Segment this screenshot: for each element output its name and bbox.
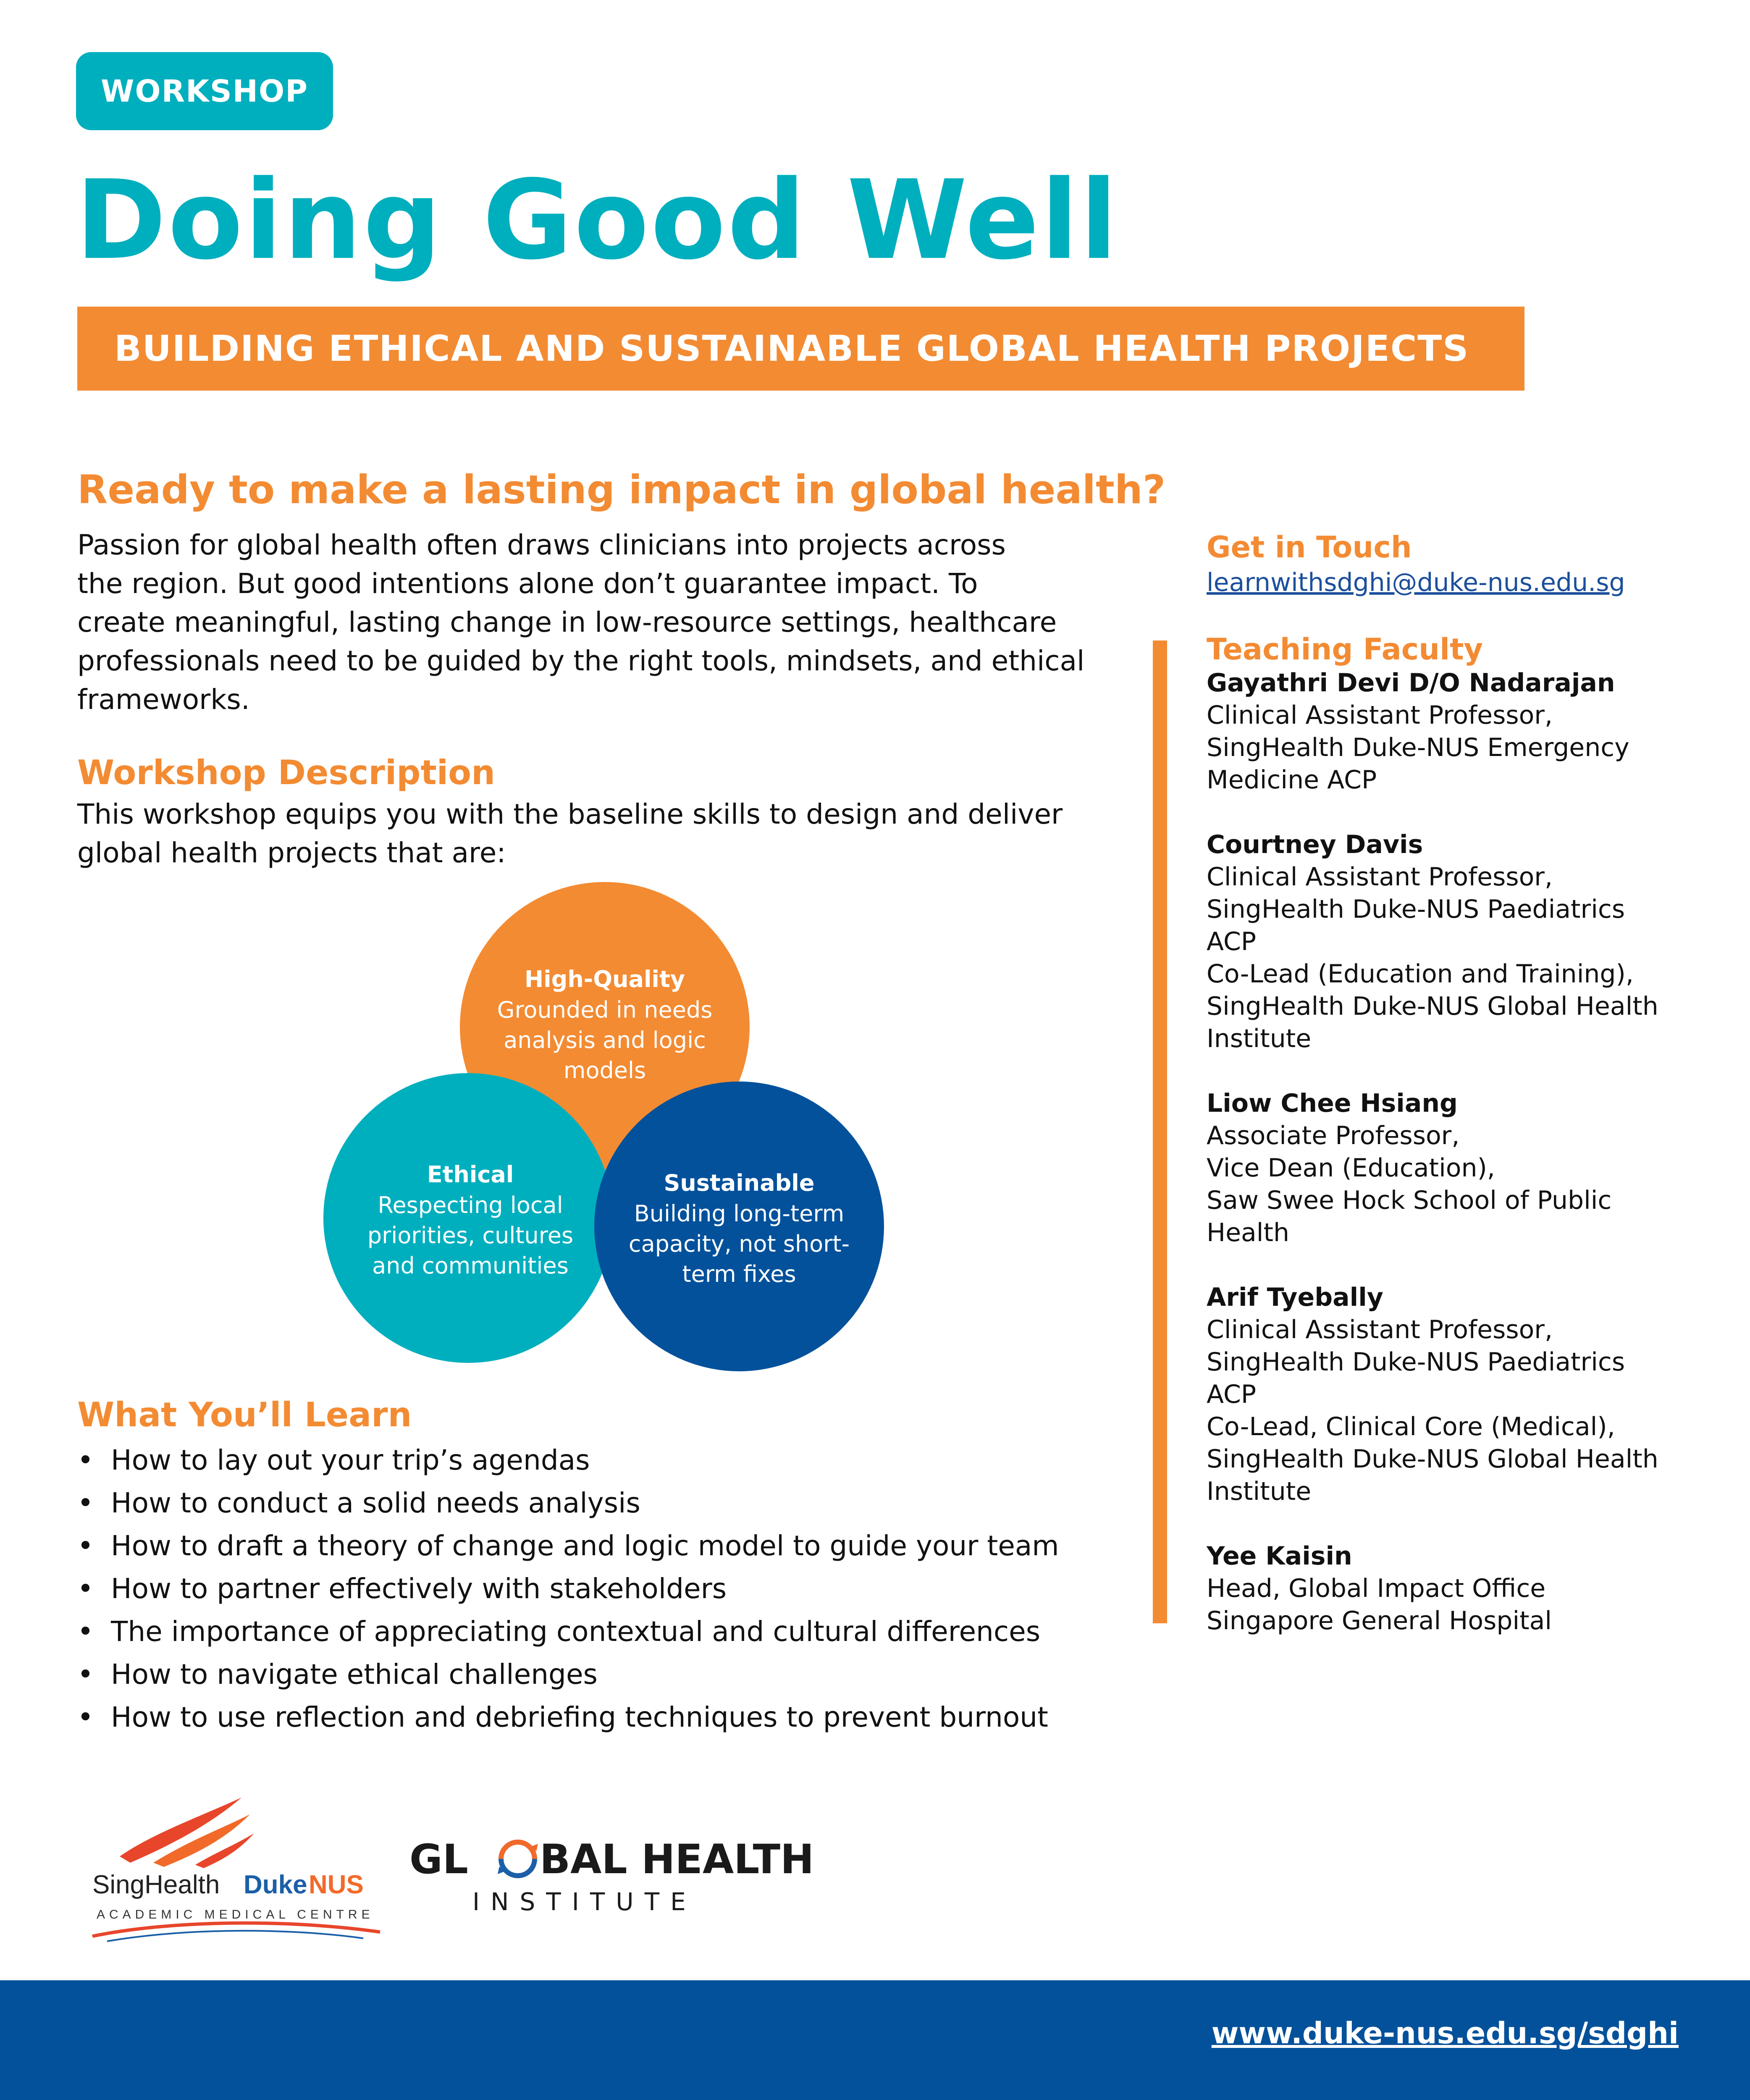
faculty-role: Institute <box>1207 1024 1312 1053</box>
faculty-role: Associate Professor, <box>1207 1121 1460 1150</box>
contact-email-link[interactable]: learnwithsdghi@duke-nus.edu.sg <box>1207 568 1625 597</box>
subtitle-banner: BUILDING ETHICAL AND SUSTAINABLE GLOBAL HEALTH PROJECTS <box>77 307 1524 391</box>
intro-line: create meaningful, lasting change in low-resource settings, healthcare <box>77 606 1057 638</box>
faculty-name: Courtney Davis <box>1207 830 1423 859</box>
logo-amc-text: ACADEMIC MEDICAL CENTRE <box>97 1908 374 1922</box>
learn-item: • How to navigate ethical challenges <box>77 1653 1127 1696</box>
venn-title-ethical: Ethical <box>427 1161 514 1188</box>
singhealth-swoosh-icon <box>120 1798 254 1868</box>
venn-text-high-quality: Grounded in needs <box>497 997 713 1023</box>
learn-list <box>77 1439 1127 1739</box>
learn-item: • How to lay out your trip’s agendas <box>77 1439 1127 1482</box>
faculty-role: Co-Lead (Education and Training), <box>1207 959 1634 989</box>
venn-title-sustainable: Sustainable <box>664 1170 815 1196</box>
venn-text-sustainable: Building long-term <box>634 1200 845 1227</box>
logo-bal-health-text: BAL HEALTH <box>540 1836 814 1883</box>
faculty-member <box>1207 1281 1711 1508</box>
venn-text-sustainable: term fixes <box>682 1261 796 1287</box>
venn-text-high-quality: analysis and logic <box>504 1027 706 1053</box>
faculty-role: Vice Dean (Education), <box>1207 1153 1495 1183</box>
faculty-name: Yee Kaisin <box>1207 1541 1352 1571</box>
intro-paragraph <box>77 526 1094 719</box>
learn-item: • How to draft a theory of change and logic model to guide your team <box>77 1525 1127 1567</box>
faculty-role: ACP <box>1207 927 1257 956</box>
logo-duke-text: Duke <box>244 1870 307 1899</box>
venn-diagram <box>319 874 907 1378</box>
workshop-badge: WORKSHOP <box>76 52 333 130</box>
logo-institute-text: INSTITUTE <box>472 1887 697 1916</box>
sidebar-accent-bar <box>1153 640 1167 1623</box>
venn-text-ethical: and communities <box>372 1252 569 1279</box>
faculty-role: Clinical Assistant Professor, <box>1207 701 1553 730</box>
footer-website-link[interactable]: www.duke-nus.edu.sg/sdghi <box>1211 2016 1679 2050</box>
faculty-member <box>1207 829 1711 1055</box>
what-youll-learn-heading: What You’ll Learn <box>77 1395 412 1434</box>
venn-title-high-quality: High-Quality <box>524 966 685 992</box>
faculty-list <box>1207 667 1711 1670</box>
venn-text-sustainable: capacity, not short- <box>628 1231 850 1257</box>
learn-item: • The importance of appreciating contextual and cultural differences <box>77 1610 1127 1653</box>
faculty-member <box>1207 1087 1711 1249</box>
faculty-name: Arif Tyebally <box>1207 1283 1383 1312</box>
faculty-role: Health <box>1207 1218 1290 1247</box>
venn-text-ethical: Respecting local <box>378 1192 563 1218</box>
faculty-role: Clinical Assistant Professor, <box>1207 1315 1553 1344</box>
workshop-description-paragraph <box>77 795 1127 872</box>
faculty-role: Saw Swee Hock School of Public <box>1207 1186 1612 1215</box>
intro-line: the region. But good intentions alone don’t guarantee impact. To <box>77 567 978 600</box>
teaching-faculty-heading: Teaching Faculty <box>1207 632 1483 667</box>
intro-line: frameworks. <box>77 683 250 716</box>
logo-singhealth-text: SingHealth <box>92 1870 220 1899</box>
faculty-role: Co-Lead, Clinical Core (Medical), <box>1207 1412 1615 1441</box>
learn-item: • How to partner effectively with stakeholders <box>77 1567 1127 1610</box>
global-health-institute-logo <box>409 1831 814 1924</box>
get-in-touch-heading: Get in Touch <box>1207 530 1412 564</box>
description-line: This workshop equips you with the baseline skills to design and deliver <box>77 798 1063 830</box>
description-line: global health projects that are: <box>77 837 506 869</box>
faculty-role: Singapore General Hospital <box>1207 1606 1552 1635</box>
faculty-role: Clinical Assistant Professor, <box>1207 862 1553 892</box>
faculty-role: Institute <box>1207 1477 1312 1506</box>
faculty-role: Head, Global Impact Office <box>1207 1574 1546 1603</box>
faculty-member <box>1207 1540 1711 1637</box>
learn-item: • How to use reflection and debriefing techniques to prevent burnout <box>77 1696 1127 1739</box>
venn-text-high-quality: models <box>563 1057 646 1084</box>
faculty-role: SingHealth Duke-NUS Global Health <box>1207 992 1658 1021</box>
globe-icon <box>498 1842 538 1876</box>
logo-gl-text: GL <box>409 1836 468 1883</box>
faculty-role: ACP <box>1207 1380 1257 1409</box>
faculty-role: Medicine ACP <box>1207 765 1377 795</box>
faculty-role: SingHealth Duke-NUS Global Health <box>1207 1444 1658 1474</box>
singhealth-dukenus-logo <box>90 1793 393 1945</box>
faculty-member <box>1207 667 1711 796</box>
intro-heading: Ready to make a lasting impact in global health? <box>77 467 1166 513</box>
faculty-role: SingHealth Duke-NUS Paediatrics <box>1207 1347 1625 1377</box>
learn-item: • How to conduct a solid needs analysis <box>77 1482 1127 1525</box>
intro-line: professionals need to be guided by the right tools, mindsets, and ethical <box>77 645 1085 677</box>
logo-nus-text: NUS <box>309 1870 364 1899</box>
faculty-name: Gayathri Devi D/O Nadarajan <box>1207 668 1615 698</box>
page-title: Doing Good Well <box>76 157 1119 284</box>
intro-line: Passion for global health often draws clinicians into projects across <box>77 529 1006 561</box>
venn-text-ethical: priorities, cultures <box>367 1222 574 1249</box>
faculty-role: SingHealth Duke-NUS Emergency <box>1207 733 1629 762</box>
faculty-name: Liow Chee Hsiang <box>1207 1089 1458 1118</box>
workshop-description-heading: Workshop Description <box>77 753 496 792</box>
faculty-role: SingHealth Duke-NUS Paediatrics <box>1207 895 1625 924</box>
